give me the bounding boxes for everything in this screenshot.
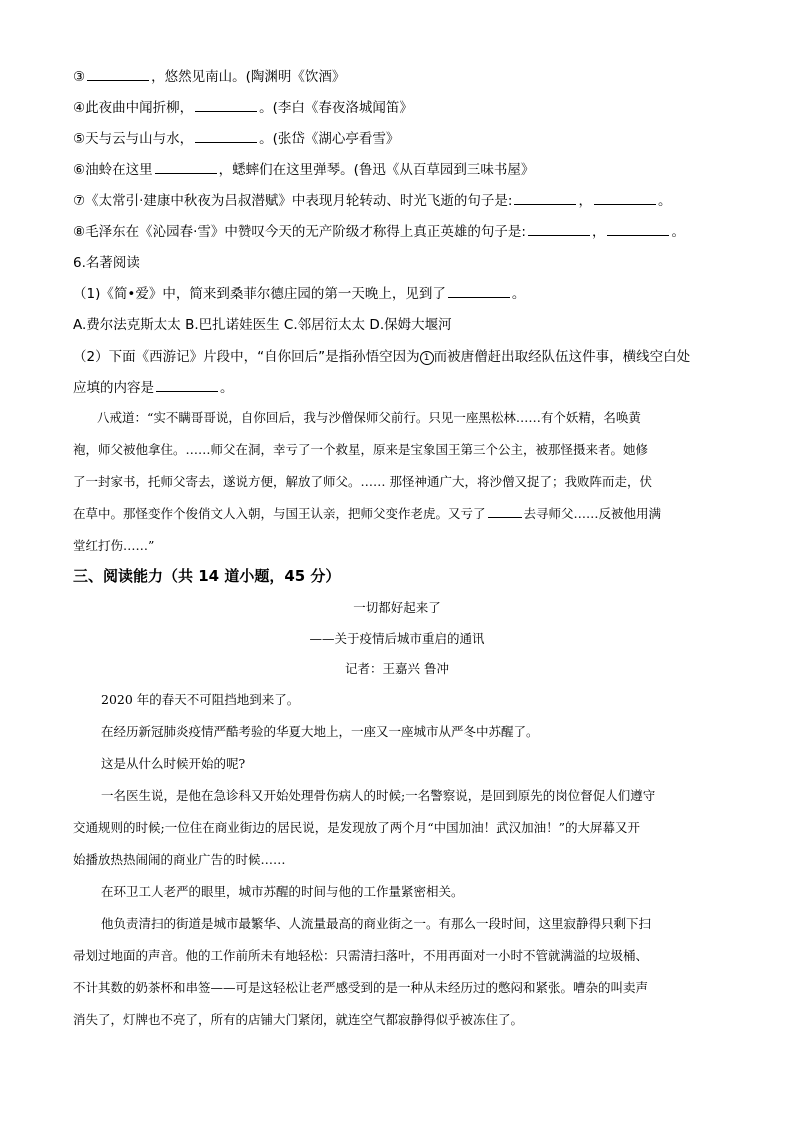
poem-text: ⑦《太常引·建康中秋夜为吕叔潜赋》中表现月轮转动、时光飞逝的句子是: bbox=[73, 193, 513, 209]
excerpt-line: 袍，师父被他拿住。……师父在洞，幸亏了一个救星，原来是宝象国王第三个公主，被那怪摄来者。她修 bbox=[73, 442, 649, 457]
question-text: 而被唐僧赶出取经队伍这件事，横线空白处 bbox=[433, 349, 691, 365]
poem-text: ⑥油蛉在这里 bbox=[73, 162, 153, 178]
poem-text: ， bbox=[591, 224, 606, 240]
poem-text: ③ bbox=[73, 69, 86, 85]
poem-line-6 bbox=[73, 160, 534, 180]
poem-text: ， bbox=[578, 193, 592, 209]
article-paragraph: 消失了，灯牌也不亮了，所有的店铺大门紧闭，就连空气都寂静得似乎被冻住了。 bbox=[73, 1012, 524, 1027]
article-paragraph: 在经历新冠肺炎疫情严酷考验的华夏大地上，一座又一座城市从严冬中苏醒了。 bbox=[101, 724, 539, 739]
article-paragraph: 这是从什么时候开始的呢? bbox=[101, 756, 246, 771]
answer-blank[interactable] bbox=[195, 98, 257, 112]
poem-text: 。 bbox=[657, 193, 672, 209]
answer-blank[interactable] bbox=[156, 378, 218, 392]
answer-blank[interactable] bbox=[195, 129, 257, 143]
article-paragraph: 交通规则的时候;一位住在商业街边的居民说，是发现放了两个月“中国加油！武汉加油！”的大屏幕又开 bbox=[73, 820, 640, 835]
article-subtitle: ——关于疫情后城市重启的通讯 bbox=[309, 631, 485, 646]
poem-text: ⑤天与云与山与水， bbox=[73, 131, 194, 147]
article-paragraph: 不计其数的奶茶杯和串签——可是这轻松让老严感受到的是一种从未经历过的憋闷和紧张。嘈杂的叫卖声 bbox=[73, 980, 649, 995]
article-paragraph: 始播放热热闹闹的商业广告的时候…… bbox=[73, 852, 286, 867]
answer-blank[interactable] bbox=[87, 67, 149, 81]
excerpt-line: 堂红打伤……” bbox=[73, 538, 155, 553]
article-paragraph: 一名医生说，是他在急诊科又开始处理骨伤病人的时候;一名警察说，是回到原先的岗位督促人们遵守 bbox=[101, 788, 656, 803]
poem-line-3 bbox=[73, 67, 345, 87]
article-title: 一切都好起来了 bbox=[353, 600, 441, 615]
answer-blank[interactable] bbox=[155, 160, 217, 174]
classic-options: A.费尔法克斯太太 B.巴扎诺娃医生 C.邻居衍太太 D.保姆大堰河 bbox=[73, 317, 452, 333]
question-text: 。 bbox=[511, 286, 526, 302]
poem-line-5 bbox=[73, 129, 399, 149]
poem-text: 。(李白《春夜洛城闻笛》 bbox=[259, 100, 413, 116]
excerpt-line bbox=[73, 504, 661, 524]
poem-text: ⑧毛泽东在《沁园春·雪》中赞叹今天的无产阶级才称得上真正英雄的句子是: bbox=[73, 224, 526, 240]
poem-line-8 bbox=[73, 222, 685, 242]
excerpt-text: 去寻师父……反被他用满 bbox=[523, 506, 662, 521]
question-text: 应填的内容是 bbox=[73, 380, 154, 396]
classic-question-2-cont bbox=[73, 378, 234, 398]
answer-blank[interactable] bbox=[514, 191, 576, 205]
poem-line-7 bbox=[73, 191, 671, 211]
poem-text: ，蟋蟀们在这里弹琴。(鲁迅《从百草园到三味书屋》 bbox=[218, 162, 535, 178]
classic-heading: 6.名著阅读 bbox=[73, 255, 140, 271]
article-paragraph: 帚划过地面的声音。他的工作前所未有地轻松：只需清扫落叶，不用再面对一小时不管就满溢的垃圾桶、 bbox=[73, 948, 649, 963]
poem-text: ④此夜曲中闻折柳， bbox=[73, 100, 194, 116]
answer-blank[interactable] bbox=[594, 191, 656, 205]
question-text: （1)《简•爱》中，简来到桑菲尔德庄园的第一天晚上，见到了 bbox=[73, 286, 446, 302]
circled-number: 1 bbox=[420, 351, 434, 365]
classic-question-2 bbox=[73, 347, 690, 367]
question-text: （2）下面《西游记》片段中，“自你回后”是指孙悟空因为 bbox=[73, 349, 420, 365]
article-paragraph: 他负责清扫的街道是城市最繁华、人流量最高的商业街之一。有那么一段时间，这里寂静得只剩下扫 bbox=[101, 916, 652, 931]
excerpt-line: 了一封家书，托师父寄去，遂说方便，解放了师父。…… 那怪神通广大，将沙僧又捉了；我败阵而走，伏 bbox=[73, 474, 652, 489]
classic-question-1 bbox=[73, 284, 525, 304]
excerpt-text: 在草中。那怪变作个俊俏文人入朝，与国王认亲，把师父变作老虎。又亏了 bbox=[73, 506, 486, 521]
question-text: 。 bbox=[220, 380, 234, 396]
poem-text: 。 bbox=[671, 224, 685, 240]
answer-blank[interactable] bbox=[607, 222, 669, 236]
article-paragraph: 在环卫工人老严的眼里，城市苏醒的时间与他的工作量紧密相关。 bbox=[101, 884, 464, 899]
answer-blank[interactable] bbox=[528, 222, 590, 236]
poem-line-4 bbox=[73, 98, 413, 118]
poem-text: 。(张岱《湖心亭看雪》 bbox=[259, 131, 400, 147]
answer-blank[interactable] bbox=[448, 284, 510, 298]
answer-blank[interactable] bbox=[488, 504, 522, 518]
article-byline: 记者：王嘉兴 鲁冲 bbox=[345, 661, 449, 676]
poem-text: ，悠然见南山。(陶渊明《饮酒》 bbox=[151, 69, 346, 85]
excerpt-line: 八戒道：“实不瞒哥哥说，自你回后，我与沙僧保师父前行。只见一座黑松林……有个妖精，名唤黄 bbox=[97, 410, 641, 425]
section-heading: 三、阅读能力（共 14 道小题，45 分） bbox=[73, 567, 341, 585]
article-paragraph: 2020 年的春天不可阻挡地到来了。 bbox=[101, 692, 300, 707]
